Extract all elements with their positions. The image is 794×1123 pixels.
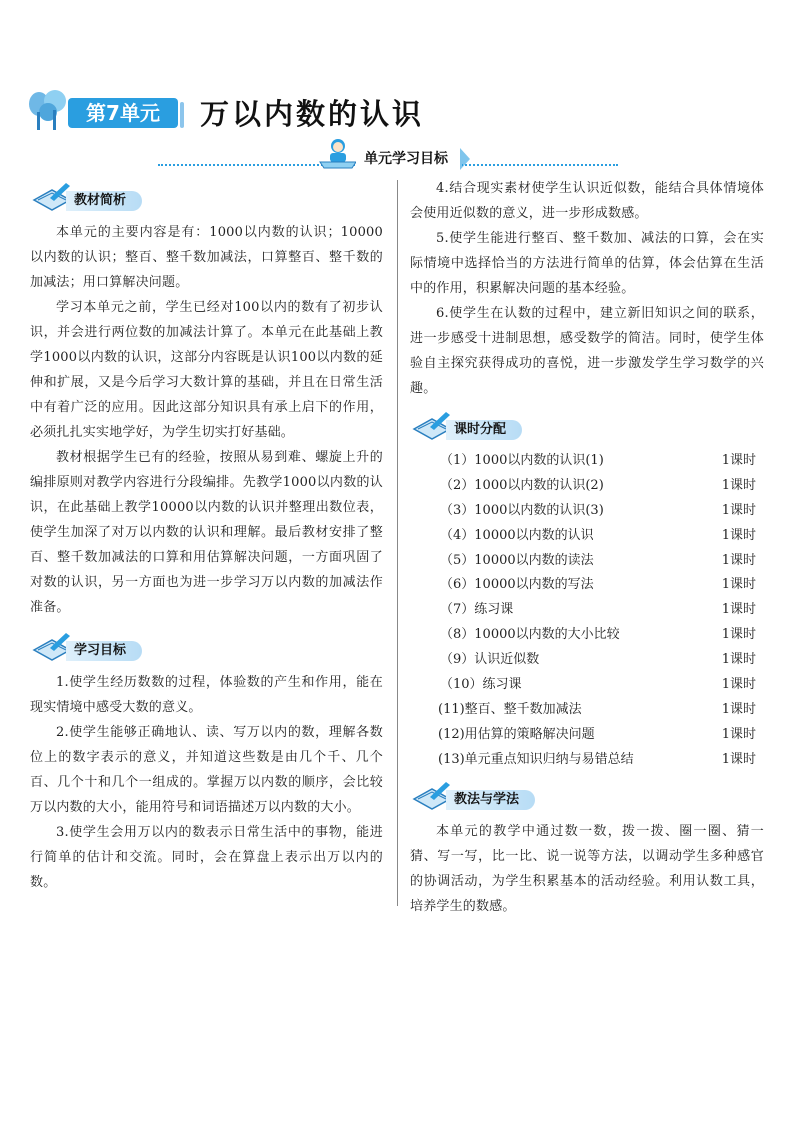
section-label: 课时分配 bbox=[446, 420, 522, 440]
lesson-hours: 1课时 bbox=[721, 701, 756, 717]
lesson-name: (12)用估算的策略解决问题 bbox=[438, 726, 595, 742]
lesson-row bbox=[410, 449, 764, 474]
trees-icon bbox=[28, 90, 68, 132]
lesson-row bbox=[410, 673, 764, 698]
lesson-hours: 1课时 bbox=[721, 453, 756, 468]
lesson-row bbox=[410, 524, 764, 549]
right-column bbox=[410, 176, 764, 919]
paragraph: 本单元的教学中通过数一数，拨一拨、圈一圈、猜一猜、写一写，比一比、说一说等方法，以调动学生多种感官的协调活动，为学生积累基本的活动经验。利用认数工具，培养学生的数感。 bbox=[410, 823, 764, 914]
lesson-name: （3）1000以内数的认识(3) bbox=[440, 502, 604, 518]
lesson-row bbox=[410, 474, 764, 499]
lesson-name: (11)整百、整千数加减法 bbox=[438, 701, 582, 717]
paragraph: 2.使学生能够正确地认、读、写万以内的数，理解各数位上的数字表示的意义，并知道这些数是由几个千、几个百、几个十和几个一组成的。掌握万以内数的顺序，会比较万以内数的大小，能用符号和词语描述万以内数的大小。 bbox=[30, 725, 383, 815]
lesson-name: （8）10000以内数的大小比较 bbox=[440, 627, 620, 643]
lesson-row bbox=[410, 723, 764, 748]
paragraph: 学习本单元之前，学生已经对100以内的数有了初步认识，并会进行两位数的加减法计算了。本单元在此基础上教学1000以内数的认识，这部分内容既是认识100以内数的延伸和扩展，又是今后学习大数计算的基础，并且在日常生活中有着广泛的应用。因此这部分知识具有承上启下的作用，必须扎扎实实地学好，为学生切实打好基础。 bbox=[30, 300, 383, 440]
lesson-hours: 1课时 bbox=[721, 577, 756, 593]
paragraph: 本单元的主要内容是有：1000以内数的认识；10000以内数的认识；整百、整千数加减法，口算整百、整千数的加减法；用口算解决问题。 bbox=[30, 225, 383, 290]
lesson-name: （2）1000以内数的认识(2) bbox=[440, 477, 604, 493]
section-heading-goals bbox=[30, 630, 383, 664]
lesson-list bbox=[410, 449, 764, 773]
lesson-row bbox=[410, 549, 764, 574]
lesson-row bbox=[410, 648, 764, 673]
lesson-name: （7）练习课 bbox=[440, 602, 514, 618]
lesson-hours: 1课时 bbox=[721, 502, 756, 518]
lesson-name: (13)单元重点知识归纳与易错总结 bbox=[438, 751, 634, 767]
paragraph: 教材根据学生已有的经验，按照从易到难、螺旋上升的编排原则对教学内容进行分段编排。先教学1000以内数的认识，在此基础上教学10000以内数的认识并整理出数位表，使学生加深了对万以内数的认识和理解。最后教材安排了整百、整千数加减法的口算和用估算解决问题，一方面巩固了对数的认识，另一方面也为进一步学习万以内数的加减法作准备。 bbox=[30, 450, 383, 615]
section-label: 教法与学法 bbox=[446, 790, 535, 810]
unit-header bbox=[28, 88, 768, 134]
lesson-hours: 1课时 bbox=[721, 602, 756, 618]
lesson-name: （6）10000以内数的写法 bbox=[440, 577, 594, 593]
lesson-name: （4）10000以内数的认识 bbox=[440, 527, 594, 543]
lesson-name: （1）1000以内数的认识(1) bbox=[440, 453, 604, 468]
lesson-hours: 1课时 bbox=[721, 677, 756, 693]
lesson-name: （5）10000以内数的读法 bbox=[440, 552, 594, 568]
lesson-row bbox=[410, 598, 764, 623]
lesson-name: （10）练习课 bbox=[440, 677, 522, 693]
lesson-hours: 1课时 bbox=[721, 726, 756, 742]
paragraph: 5.使学生能进行整百、整千数加、减法的口算，会在实际情境中选择恰当的方法进行简单的估算，体会估算在生活中的作用，积累解决问题的基本经验。 bbox=[410, 231, 764, 296]
unit-title: 万以内数的认识 bbox=[200, 97, 425, 131]
student-reading-icon bbox=[316, 138, 358, 170]
lesson-hours: 1课时 bbox=[721, 527, 756, 543]
lesson-row bbox=[410, 698, 764, 723]
lesson-row bbox=[410, 623, 764, 648]
paragraph: 6.使学生在认数的过程中，建立新旧知识之间的联系，进一步感受十进制思想，感受数学的简洁。同时，使学生体验自主探究获得成功的喜悦，进一步激发学生学习数学的兴趣。 bbox=[410, 306, 764, 396]
section-label: 教材简析 bbox=[66, 191, 142, 211]
objectives-banner bbox=[158, 138, 618, 172]
lesson-hours: 1课时 bbox=[721, 627, 756, 643]
lesson-row bbox=[410, 748, 764, 773]
column-divider bbox=[397, 180, 398, 906]
lesson-row bbox=[410, 573, 764, 598]
lesson-name: （9）认识近似数 bbox=[440, 652, 540, 668]
objectives-banner-label: 单元学习目标 bbox=[356, 148, 462, 170]
left-column bbox=[30, 176, 383, 895]
lesson-hours: 1课时 bbox=[721, 552, 756, 568]
lesson-hours: 1课时 bbox=[721, 751, 756, 767]
unit-badge: 第7单元 bbox=[68, 98, 178, 128]
section-heading-textbook bbox=[30, 180, 383, 214]
section-heading-methods bbox=[410, 779, 764, 813]
section-heading-lessons bbox=[410, 409, 764, 443]
paragraph: 1.使学生经历数数的过程，体验数的产生和作用，能在现实情境中感受大数的意义。 bbox=[30, 675, 383, 715]
paragraph: 4.结合现实素材使学生认识近似数，能结合具体情境体会使用近似数的意义，进一步形成数感。 bbox=[410, 181, 764, 221]
section-label: 学习目标 bbox=[66, 641, 142, 661]
lesson-hours: 1课时 bbox=[721, 652, 756, 668]
paragraph: 3.使学生会用万以内的数表示日常生活中的事物，能进行简单的估计和交流。同时，会在算盘上表示出万以内的数。 bbox=[30, 825, 383, 890]
lesson-hours: 1课时 bbox=[721, 477, 756, 493]
lesson-row bbox=[410, 499, 764, 524]
